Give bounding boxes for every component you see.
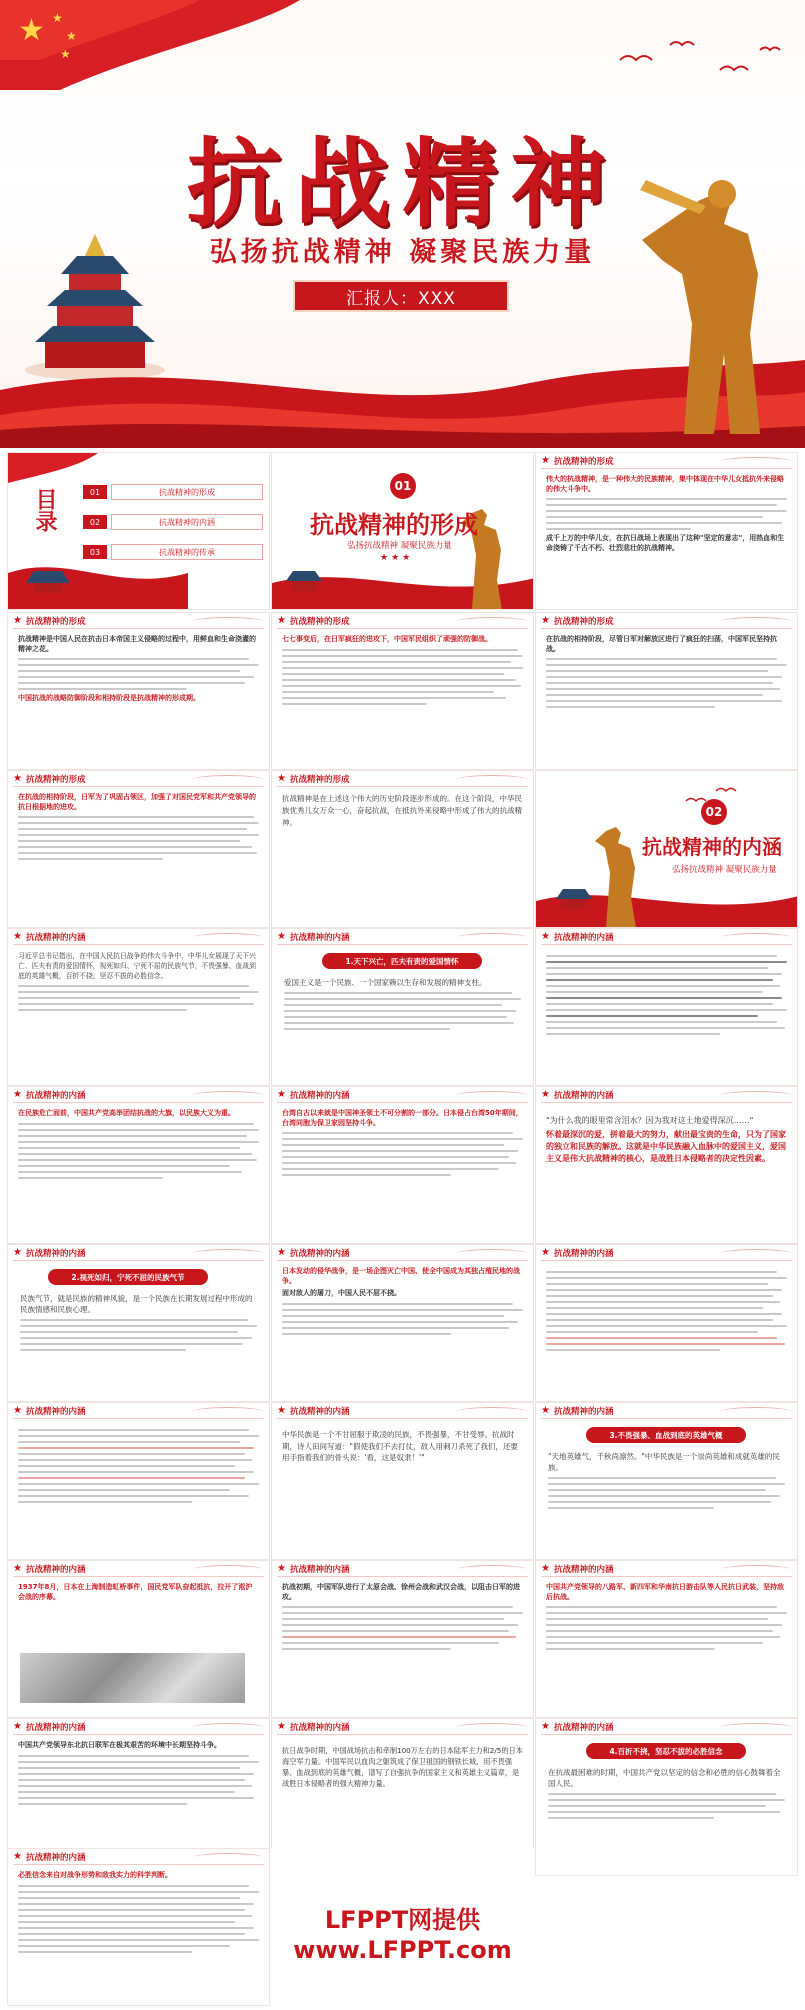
star-icon: ★ [541,1721,550,1732]
star-icon: ★ [13,1721,22,1732]
star-icon: ★ [277,1405,286,1416]
brand-line-2[interactable]: www.LFPPT.com [293,1936,512,1964]
section-number: 01 [390,473,416,499]
cloud-decoration [457,617,527,626]
slide-content[interactable] [7,1848,270,2006]
slide-body [546,951,787,1075]
slide-header [8,613,269,629]
section-pill: 3.不畏强暴、血战到底的英雄气概 [586,1427,746,1443]
cloud-decoration [193,1249,263,1258]
slide-content[interactable] [535,1402,798,1560]
star-icon: ★ [277,1247,286,1258]
slide-header-label: 抗战精神的内涵 [26,1853,86,1863]
slide-header-label: 抗战精神的内涵 [290,1723,350,1733]
slide-header-label: 抗战精神的内涵 [554,933,614,943]
slide-paragraph: 民族气节，就是民族的精神风貌，是一个民族在长期发展过程中形成的民族情感和民族心理。 [20,1294,253,1314]
slide-content[interactable] [535,452,798,610]
cloud-decoration [457,1249,527,1258]
cloud-decoration [457,775,527,784]
cloud-decoration [457,933,527,942]
star-icon: ★ [13,1089,22,1100]
flag-decoration [0,0,330,90]
slide-lead-text: 中国共产党领导的八路军、新四军和华南抗日游击队等人民抗日武装，坚持敌后抗战。 [546,1583,784,1601]
cloud-decoration [721,457,791,466]
cloud-decoration [721,617,791,626]
star-icon: ★ [13,773,22,784]
toc-title: 目录 [32,488,58,532]
section-pill: 4.百折不挠，坚忍不拔的必胜信念 [586,1743,746,1759]
star-icon: ★ [277,615,286,626]
slide-content[interactable] [271,1560,534,1718]
section-title: 抗战精神的内涵 [642,835,782,859]
star-icon: ★ [277,1721,286,1732]
header-rule [541,1102,792,1103]
header-rule [277,1418,528,1419]
toc-list [83,483,263,561]
slide-content[interactable] [271,770,534,928]
slide-content[interactable] [7,612,270,770]
slide-header [8,1849,269,1865]
slide-lead-text: 1937年8月，日本在上海制造虹桥事件，国民党军队奋起抵抗，拉开了淞沪会战的序幕。 [18,1583,253,1601]
slide-header-label: 抗战精神的内涵 [290,1249,350,1259]
slide-header [8,1561,269,1577]
header-rule [541,1418,792,1419]
cloud-decoration [721,1249,791,1258]
toc-item-number: 01 [83,485,107,499]
slide-content[interactable] [271,612,534,770]
slide-emphasis-text: 成千上万的中华儿女，在抗日战场上表现出了这种"坚定的意志"，用热血和生命浇铸了千古不朽、壮烈悲壮的抗战精神。 [546,534,785,552]
slide-content[interactable] [7,928,270,1086]
text-lines [282,1303,523,1335]
header-rule [277,944,528,945]
slide-body [282,1267,523,1391]
star-icon: ★ [13,1405,22,1416]
slide-emphasis-text: 中国抗战的战略防御阶段和相持阶段是抗战精神的形成期。 [18,694,200,702]
section-subtitle: 弘扬抗战精神 凝聚民族力量 [347,541,452,551]
birds-icon [600,30,790,100]
slide-content[interactable] [271,1244,534,1402]
slide-header-label: 抗战精神的形成 [554,617,614,627]
slide-header [536,1561,797,1577]
slide-header-label: 抗战精神的内涵 [554,1249,614,1259]
slide-body [18,1109,259,1233]
slide-body [548,1451,785,1513]
star-icon: ★ [13,1563,22,1574]
slide-header [536,1403,797,1419]
slide-header [536,613,797,629]
slide-body [282,793,523,917]
slide-header [536,1245,797,1261]
slide-lead-text: 伟大的抗战精神，是一种伟大的民族精神，集中体现在中华儿女抵抗外来侵略的伟大斗争中。 [546,475,784,493]
section-subtitle: 弘扬抗战精神 凝聚民族力量 [672,865,777,875]
cloud-decoration [193,933,263,942]
cover-slide [0,0,805,448]
text-lines [546,1606,787,1650]
text-lines [18,1885,259,1953]
cloud-decoration [721,1407,791,1416]
header-rule [13,1102,264,1103]
text-lines [282,1606,523,1650]
cloud-decoration [193,1723,263,1732]
text-lines [282,1132,523,1176]
cloud-decoration [193,617,263,626]
slide-body [18,793,259,917]
slide-header [272,1561,533,1577]
slide-quote: "为什么我的眼里常含泪水？因为我对这土地爱得深沉……" [546,1116,754,1125]
cloud-decoration [721,1091,791,1100]
slide-header [272,1719,533,1735]
toc-item-label: 抗战精神的传承 [111,544,263,560]
header-rule [13,786,264,787]
slide-header [8,1403,269,1419]
slide-header [536,1087,797,1103]
slide-body [546,475,787,599]
slide-paragraph: 在抗战最困难的时期，中国共产党以坚定的信念和必胜的信心鼓舞着全国人民。 [548,1768,781,1788]
slide-body [546,635,787,759]
brand-card [271,1848,534,2006]
slide-content[interactable] [535,1560,798,1718]
header-rule [277,786,528,787]
slide-header-label: 抗战精神的内涵 [554,1407,614,1417]
page-title: 抗战精神 [186,127,619,240]
text-lines [18,1429,259,1503]
slide-lead-text: 日本发动的侵华战争，是一场企图灭亡中国、使全中国成为其独占殖民地的战争。 [282,1267,520,1285]
star-icon: ★ [541,615,550,626]
header-rule [13,1576,264,1577]
star-icon: ★ [541,455,550,466]
slide-header [536,453,797,469]
text-lines [18,658,259,690]
star-icon: ★ [13,1247,22,1258]
slide-content[interactable] [7,1402,270,1560]
slide-lead-text: 必胜信念来自对战争形势和敌我实力的科学判断。 [18,1871,172,1879]
text-lines [548,1477,785,1509]
header-rule [277,1260,528,1261]
slide-header [8,929,269,945]
section-pill: 2.视死如归，宁死不屈的民族气节 [48,1269,208,1285]
star-icon: ★ [13,1851,22,1862]
header-rule [277,1734,528,1735]
slide-header-label: 抗战精神的内涵 [26,933,86,943]
slide-content[interactable] [271,1402,534,1560]
slide-lead-text: 在抗战的相持阶段，尽管日军对解放区进行了疯狂的扫荡，中国军民坚持抗战。 [546,635,777,653]
cloud-decoration [457,1565,527,1574]
slide-body [548,1767,785,1823]
slide-header [272,771,533,787]
slide-header-label: 抗战精神的内涵 [290,1407,350,1417]
header-rule [541,628,792,629]
slide-lead-text: 抗战初期，中国军队进行了太原会战、徐州会战和武汉会战，以阻击日军的进攻。 [282,1583,520,1601]
text-lines [546,1271,787,1351]
header-rule [13,1864,264,1865]
header-rule [541,1260,792,1261]
slide-body [20,1293,257,1355]
slide-body [18,1425,259,1549]
slide-content[interactable] [7,1244,270,1402]
slide-toc[interactable] [7,452,270,610]
cloud-decoration [457,1723,527,1732]
toc-item[interactable] [83,543,263,561]
slide-paragraph: 抗战精神是在上述这个伟大的历史阶段逐步形成的。在这个阶段，中华民族优秀儿女万众一心，奋起抗战，在抵抗外来侵略中形成了伟大的抗战精神。 [282,794,522,827]
cloud-decoration [193,775,263,784]
text-lines [548,1793,785,1819]
text-lines [18,985,259,1011]
cloud-decoration [193,1091,263,1100]
toc-item-label: 抗战精神的内涵 [111,514,263,530]
toc-item[interactable] [83,483,263,501]
text-lines [18,816,259,860]
slide-content[interactable] [271,928,534,1086]
slide-header-label: 抗战精神的内涵 [290,1565,350,1575]
slide-header [8,1087,269,1103]
slide-header-label: 抗战精神的内涵 [290,1091,350,1101]
cloud-decoration [457,1091,527,1100]
cloud-decoration [193,1407,263,1416]
text-lines [284,992,521,1030]
slide-content[interactable] [7,1560,270,1718]
star-icon: ★ [541,1247,550,1258]
header-rule [277,1576,528,1577]
slide-header-label: 抗战精神的内涵 [26,1723,86,1733]
reporter-label: 汇报人：XXX [293,280,509,312]
star-icon: ★ [277,1089,286,1100]
text-lines [18,1755,259,1805]
slide-header-label: 抗战精神的内涵 [26,1249,86,1259]
slide-body [282,1109,523,1233]
toc-item-number: 03 [83,545,107,559]
header-rule [13,944,264,945]
slide-section-01[interactable] [271,452,534,610]
slide-content[interactable] [7,1086,270,1244]
slide-body [546,1267,787,1391]
slide-body [18,635,259,759]
slide-paragraph: 怀着最深沉的爱，拼着最大的努力，献出最宝贵的生命，只为了国家的独立和民族的解放。这就是中华民族融入血脉中的爱国主义，爱国主义是伟大抗战精神的核心，是战胜日本侵略者的决定性因素。 [546,1130,786,1163]
brand-line-1: LFPPT网提供 [324,1906,481,1934]
slide-lead-text: 台湾自古以来就是中国神圣领土不可分割的一部分。日本侵占台湾50年期间，台湾同胞为保卫家园坚持斗争。 [282,1109,523,1127]
slide-header-label: 抗战精神的内涵 [26,1565,86,1575]
slide-header [272,1245,533,1261]
slide-body [18,1871,259,1995]
text-lines [546,498,787,530]
text-lines [546,955,787,1035]
slide-header [8,1245,269,1261]
slide-body [18,951,259,1075]
slide-header-label: 抗战精神的形成 [26,617,86,627]
toc-item-label: 抗战精神的形成 [111,484,263,500]
text-lines [18,1123,259,1179]
slide-header [536,1719,797,1735]
slide-header-label: 抗战精神的形成 [554,457,614,467]
star-icon: ★ [277,931,286,942]
text-lines [282,649,523,705]
slide-header-label: 抗战精神的形成 [290,775,350,785]
slide-lead-text: 在抗战的相持阶段，日军为了巩固占领区，加强了对国民党军和共产党领导的抗日根据地的进攻。 [18,793,256,811]
star-icon: ★ [541,1089,550,1100]
slide-header [8,771,269,787]
slide-paragraph: 抗日战争时期，中国战场抗击和牵制100万左右的日本陆军主力和2/5的日本海空军力量。中国军民以血肉之躯筑成了保卫祖国的钢铁长城，用不畏强暴、血战到底的英雄气概，谱写了自强抗争的国家主义和英雄主义篇章，是战胜日本侵略者的强大精神力量。 [282,1746,523,1788]
slide-header-label: 抗战精神的内涵 [554,1091,614,1101]
svg-text:★: ★ [60,47,71,61]
star-icon: ★ [277,1563,286,1574]
slide-paragraph: 爱国主义是一个民族、一个国家赖以生存和发展的精神支柱。 [284,978,487,987]
cloud-decoration [193,1565,263,1574]
slide-header [272,929,533,945]
slide-body [18,1741,259,1865]
star-icon: ★ [541,1563,550,1574]
cloud-decoration [193,1853,263,1862]
text-lines [20,1319,257,1351]
slide-lead-text: 在民族危亡面前，中国共产党高举团结抗战的大旗，以民族大义为重。 [18,1109,235,1117]
slide-header-label: 抗战精神的内涵 [26,1091,86,1101]
slide-content[interactable] [271,1086,534,1244]
section-stars: ★★★ [380,553,414,563]
slide-header [272,613,533,629]
slide-paragraph: 习近平总书记指出，在中国人民抗日战争的伟大斗争中，中华儿女展现了天下兴亡、匹夫有责的爱国情怀，视死如归、宁死不屈的民族气节，不畏强暴、血战到底的英雄气概，百折不挠、坚忍不拔的必胜信念。 [18,952,256,980]
slide-content[interactable] [535,1086,798,1244]
slide-lead-text: 七七事变后，在日军疯狂的进攻下，中国军民组织了顽强的防御战。 [282,635,492,643]
slide-header-label: 抗战精神的内涵 [26,1407,86,1417]
header-rule [13,1418,264,1419]
header-rule [541,1734,792,1735]
header-rule [277,628,528,629]
slide-section-02[interactable] [535,770,798,928]
slide-paragraph: 中华民族是一个不甘屈服于欺凌的民族，不畏强暴，不甘受辱。抗战时期，诗人田间写道："假使我们不去打仗，敌人用刺刀杀死了我们，还要用手指着我们的骨头说：'看，这是奴隶！'" [282,1430,518,1462]
slide-header [272,1087,533,1103]
cloud-decoration [721,1723,791,1732]
slide-header [272,1403,533,1419]
cloud-decoration [721,933,791,942]
slide-header-label: 抗战精神的内涵 [554,1723,614,1733]
slide-body [546,1583,787,1707]
toc-item-number: 02 [83,515,107,529]
slide-header-label: 抗战精神的形成 [290,617,350,627]
slide-header-label: 抗战精神的形成 [26,775,86,785]
header-rule [13,1260,264,1261]
slide-header [536,929,797,945]
star-icon: ★ [13,615,22,626]
text-lines [546,658,787,708]
svg-text:★: ★ [18,13,45,48]
slide-lead-text: 中国共产党领导东北抗日联军在极其艰苦的环境中长期坚持斗争。 [18,1741,221,1749]
header-rule [277,1102,528,1103]
star-icon: ★ [541,1405,550,1416]
cloud-decoration [721,1565,791,1574]
section-pill: 1.天下兴亡，匹夫有责的爱国情怀 [322,953,482,969]
section-title: 抗战精神的形成 [310,510,478,539]
slide-body [284,977,521,1034]
slide-body [282,635,523,759]
slide-header [8,1719,269,1735]
slide-body [282,1429,523,1549]
slide-content[interactable] [535,612,798,770]
header-rule [541,944,792,945]
svg-text:★: ★ [52,11,63,25]
header-rule [541,1576,792,1577]
svg-text:★: ★ [66,29,77,43]
slide-content[interactable] [535,1244,798,1402]
header-rule [13,1734,264,1735]
cloud-decoration [457,1407,527,1416]
slide-body [282,1583,523,1707]
header-rule [541,468,792,469]
star-icon: ★ [277,773,286,784]
star-icon: ★ [13,931,22,942]
slide-header-label: 抗战精神的内涵 [290,933,350,943]
slide-lead-text: 抗战精神是中国人民在抗击日本帝国主义侵略的过程中，用鲜血和生命浇灌的精神之花。 [18,635,256,653]
slide-paragraph: "天地英雄气，千秋尚凛然。"中华民族是一个崇尚英雄和成就英雄的民族。 [548,1452,780,1472]
slide-body [282,1745,523,1865]
slide-emphasis-text: 面对敌人的屠刀，中国人民不屈不挠。 [282,1289,401,1297]
slide-body [546,1115,787,1233]
battle-photo [20,1653,245,1703]
slide-header-label: 抗战精神的内涵 [554,1565,614,1575]
page-subtitle: 弘扬抗战精神 凝聚民族力量 [209,237,596,268]
slide-content[interactable] [535,1718,798,1876]
slide-content[interactable] [7,770,270,928]
section-number: 02 [701,799,727,825]
toc-item[interactable] [83,513,263,531]
star-icon: ★ [541,931,550,942]
header-rule [13,628,264,629]
slide-content[interactable] [535,928,798,1086]
